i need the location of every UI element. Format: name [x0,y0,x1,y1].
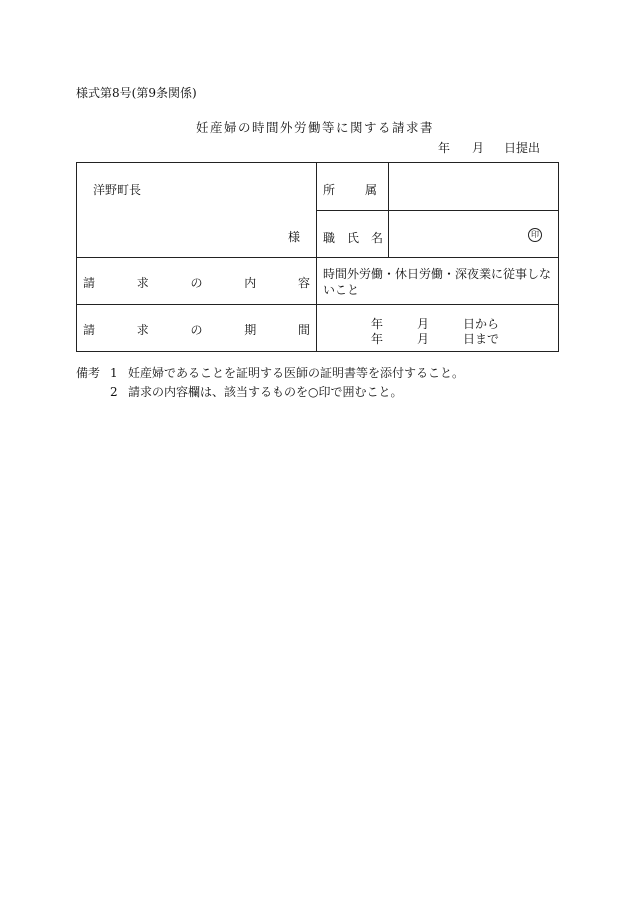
content-label-char: 求 [136,276,149,290]
name-label-char-3: 名 [371,230,384,245]
request-content-label-cell [77,258,317,305]
note-item: 2 請求の内容欄は、該当するものを○印で囲むこと。 [110,385,403,399]
name-label-char-1: 職 [323,230,336,245]
addressee: 洋野町長 [93,183,142,197]
request-period-label-cell [77,305,317,352]
period-label-char: 請 [83,323,96,337]
affiliation-label-char-2: 属 [365,183,378,197]
submission-date [438,139,540,156]
period-from: 年 月 日から [371,317,500,331]
affiliation-label-cell [317,163,389,211]
addressee-cell [77,163,317,258]
period-to: 年 月 日まで [371,332,500,346]
content-label-char: 請 [83,276,96,290]
seal-mark: 印 [528,228,542,242]
request-content-text: 時間外労働・休日労働・深夜業に従事しないこと [323,267,552,297]
name-field[interactable] [389,210,559,258]
period-label-char: 間 [297,323,310,337]
form-number: 様式第8号(第9条関係) [76,86,197,100]
notes-label: 備考 [76,366,101,380]
note-item: 備考 1 妊産婦であることを証明する医師の証明書等を添付すること。 [76,366,465,380]
request-form-table [76,162,559,352]
period-label-char: 求 [136,323,149,337]
name-label-cell [317,210,389,258]
affiliation-field[interactable] [389,163,559,211]
content-label-char: の [190,276,203,290]
date-month: 月 [472,141,485,155]
affiliation-label-char-1: 所 [323,183,336,197]
honorific: 様 [287,230,300,244]
notes-section [76,364,464,402]
period-label-char: の [190,323,203,337]
period-label-char: 期 [244,323,257,337]
content-label-char: 容 [297,276,310,290]
content-label-char: 内 [244,276,257,290]
name-label-char-2: 氏 [347,230,360,245]
request-period-field[interactable] [317,305,559,352]
document-title: 妊産婦の時間外労働等に関する請求書 [195,120,434,135]
date-year: 年 [438,141,451,155]
request-content-field[interactable] [317,258,559,305]
date-day-submitted: 日提出 [504,141,541,155]
